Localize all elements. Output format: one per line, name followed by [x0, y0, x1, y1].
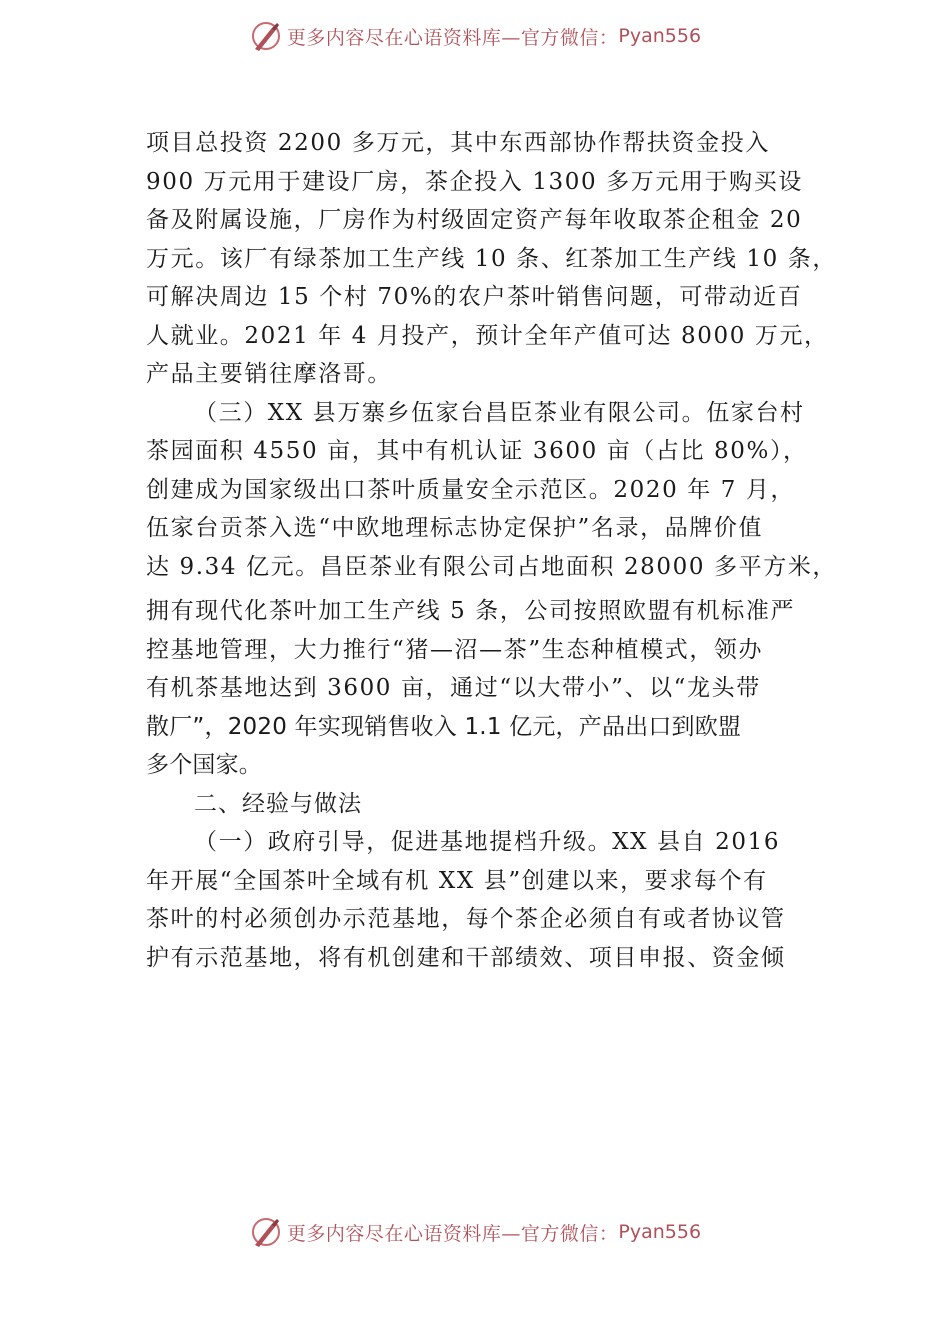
text-line: 人就业。2021 年 4 月投产，预计全年产值可达 8000 万元，	[146, 322, 829, 349]
text-line: （三）XX 县万寨乡伍家台昌臣茶业有限公司。伍家台村	[194, 399, 805, 426]
text-line: 达 9.34 亿元。昌臣茶业有限公司占地面积 28000 多平方米，	[146, 553, 838, 580]
header-banner-text: 更多内容尽在心语资料库—官方微信：	[286, 26, 619, 49]
text-line: 可解决周边 15 个村 70%的农户茶叶销售问题，可带动近百	[146, 284, 803, 310]
pen-logo-icon	[249, 1215, 283, 1249]
text-line: 散厂”，2020 年实现销售收入 1.1 亿元，产品出口到欧盟	[146, 713, 742, 740]
text-line: 茶园面积 4550 亩，其中有机认证 3600 亩（占比 80%），	[146, 438, 808, 464]
text-line: 伍家台贡茶入选“中欧地理标志协定保护”名录，品牌价值	[146, 515, 764, 541]
document-body	[146, 124, 838, 977]
paragraph-project-investment	[146, 124, 837, 394]
text-line: 900 万元用于建设厂房，茶企投入 1300 多万元用于购买设	[146, 168, 803, 195]
text-line: 茶叶的村必须创办示范基地，每个茶企必须自有或者协议管	[146, 906, 786, 932]
text-line: 多个国家。	[146, 752, 262, 778]
text-line: 控基地管理，大力推行“猪—沼—茶”生态种植模式，领办	[146, 636, 764, 663]
text-line: 项目总投资 2200 多万元，其中东西部协作帮扶资金投入	[146, 130, 770, 156]
footer-banner	[0, 1210, 950, 1254]
text-line: 创建成为国家级出口茶叶质量安全示范区。2020 年 7 月，	[146, 476, 796, 503]
footer-banner-text: 更多内容尽在心语资料库—官方微信：	[286, 1222, 619, 1245]
header-wechat-id: Pyan556	[618, 25, 702, 47]
header-banner	[0, 14, 950, 58]
text-line: 万元。该厂有绿茶加工生产线 10 条、红茶加工生产线 10 条，	[146, 245, 837, 272]
text-line: 年开展“全国茶叶全域有机 XX 县”创建以来，要求每个有	[146, 867, 768, 894]
paragraph-government-guidance	[146, 823, 816, 977]
text-line: 护有示范基地，将有机创建和干部绩效、项目申报、资金倾	[146, 944, 786, 971]
pen-logo-icon	[249, 19, 283, 53]
footer-wechat-id: Pyan556	[618, 1221, 702, 1243]
section-heading: 二、经验与做法	[194, 790, 362, 817]
text-line: 产品主要销往摩洛哥。	[146, 361, 392, 387]
text-line: （一）政府引导，促进基地提档升级。XX 县自 2016	[194, 829, 781, 855]
paragraph-wujiatai-company	[146, 394, 838, 785]
text-line: 备及附属设施，厂房作为村级固定资产每年收取茶企租金 20	[146, 207, 803, 233]
text-line: 拥有现代化茶叶加工生产线 5 条，公司按照欧盟有机标准严	[146, 598, 796, 624]
text-line: 有机茶基地达到 3600 亩，通过“以大带小”、以“龙头带	[146, 675, 761, 701]
